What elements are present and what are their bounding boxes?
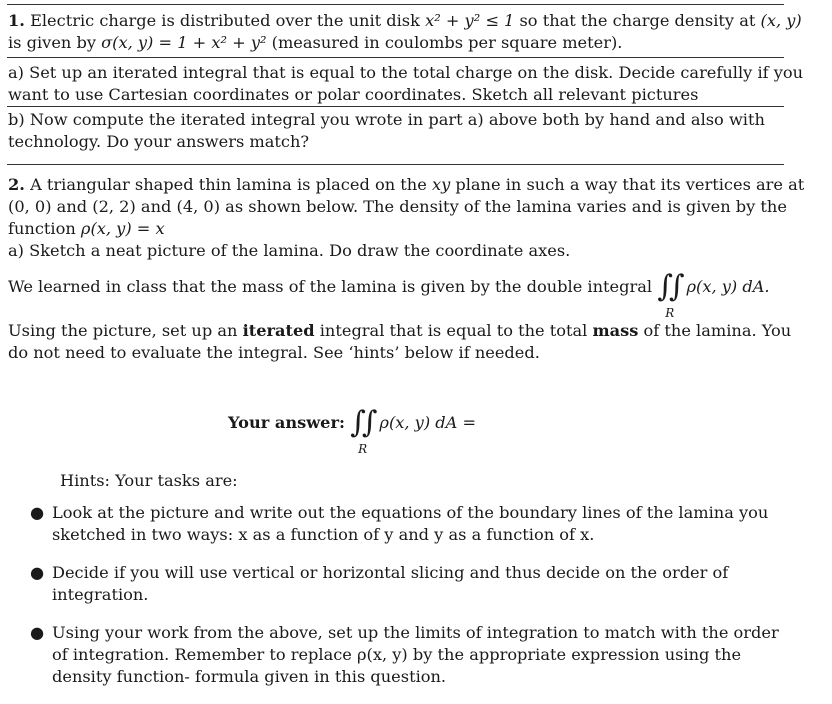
q2-line1	[8, 174, 805, 196]
divider	[7, 106, 784, 107]
divider	[7, 164, 784, 165]
q1-part-a-2: want to use Cartesian coordinates or polar coordinates. Sketch all relevant pictures	[8, 85, 699, 104]
hint-item	[30, 562, 780, 606]
q2-using-line2: do not need to evaluate the integral. See ‘hints’ below if needed.	[8, 343, 540, 362]
q1-text-c: is given by	[8, 33, 102, 52]
q2-mass-line	[8, 269, 780, 320]
q2-text-c: function	[8, 219, 81, 238]
hint-text: Look at the picture and write out the equations of the boundary lines of the lamina you sketched in two ways: x as a function of y and y as a function of x.	[52, 503, 769, 544]
hints-list	[30, 502, 780, 704]
q2-using-text-c: of the lamina. You	[638, 321, 792, 340]
q1-line1	[8, 10, 802, 32]
q2-using-line1	[8, 320, 792, 342]
q2-line2: (0, 0) and (2, 2) and (4, 0) as shown below. The density of the lamina varies and is given by the	[8, 197, 787, 216]
answer-label: Your answer:	[228, 413, 345, 432]
answer-integral-symbol: ∫∫ R	[350, 412, 373, 434]
q2-using-bold-mass: mass	[592, 321, 639, 340]
bullet-icon: ●	[30, 563, 45, 582]
hint-text: Decide if you will use vertical or horizontal slicing and thus decide on the order of integration.	[52, 563, 729, 604]
answer-integral-region: R	[358, 442, 368, 456]
double-integral-symbol: ∫∫ R	[657, 276, 680, 298]
q2-plane-math: xy	[431, 175, 451, 194]
q2-text: A triangular shaped thin lamina is placed on the	[30, 175, 432, 194]
hints-title: Hints: Your tasks are:	[60, 471, 238, 490]
q1-text: Electric charge is distributed over the unit disk	[30, 11, 426, 30]
q1-part-b-1: b) Now compute the iterated integral you wrote in part a) above both by hand and also with	[8, 110, 765, 129]
answer-integrand: ρ(x, y) dA =	[379, 413, 477, 432]
q1-disk-math: x² + y² ≤ 1	[425, 11, 515, 30]
q1-number: 1.	[8, 11, 25, 30]
q2-part-a: a) Sketch a neat picture of the lamina. Do draw the coordinate axes.	[8, 241, 571, 260]
hint-item	[30, 622, 780, 688]
bullet-icon: ●	[30, 503, 45, 522]
q1-point-math: (x, y)	[760, 11, 802, 30]
hint-text: Using your work from the above, set up the limits of integration to match with the order of integration. Remember to replace ρ(x, y) by the appropriate expression using the density function- formula given in this question.	[52, 623, 779, 686]
q1-part-a-1: a) Set up an iterated integral that is equal to the total charge on the disk. Decide carefully if you	[8, 63, 804, 82]
q1-text-b: so that the charge density at	[514, 11, 761, 30]
q2-mass-text: We learned in class that the mass of the lamina is given by the double integral	[8, 277, 653, 296]
q2-using-bold-iterated: iterated	[242, 321, 315, 340]
q2-density-math: ρ(x, y) = x	[80, 219, 165, 238]
hint-item	[30, 502, 780, 546]
q1-part-b-2: technology. Do your answers match?	[8, 132, 310, 151]
q2-number: 2.	[8, 175, 25, 194]
mass-integrand: ρ(x, y) dA.	[686, 277, 770, 296]
answer-line	[228, 405, 728, 456]
divider	[7, 57, 784, 58]
q1-density-math: σ(x, y) = 1 + x² + y²	[101, 33, 267, 52]
q1-line2	[8, 32, 780, 54]
q2-using-text: Using the picture, set up an	[8, 321, 243, 340]
q1-text-d: (measured in coulombs per square meter).	[266, 33, 623, 52]
q2-line3	[8, 218, 780, 240]
top-rule	[7, 4, 784, 5]
q2-text-b: plane in such a way that its vertices are at	[450, 175, 805, 194]
integral-region: R	[665, 306, 675, 320]
bullet-icon: ●	[30, 623, 45, 642]
q2-using-text-b: integral that is equal to the total	[314, 321, 593, 340]
